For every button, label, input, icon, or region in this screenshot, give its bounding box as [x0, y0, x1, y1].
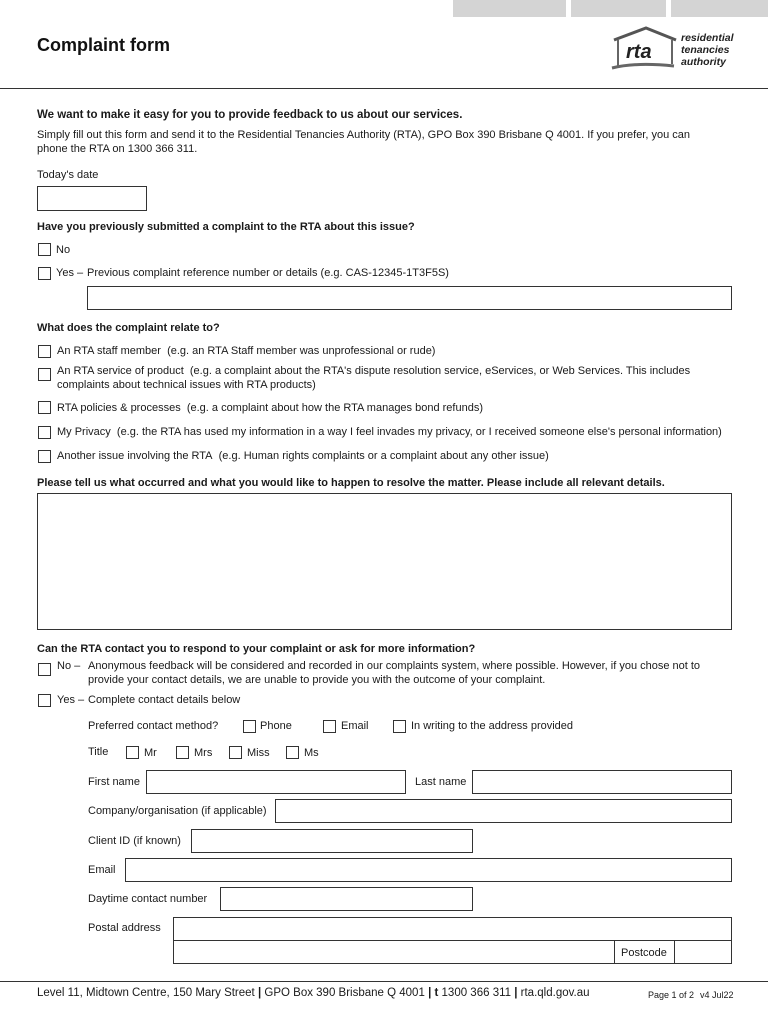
postal-label: Postal address	[88, 922, 161, 934]
contact-question: Can the RTA contact you to respond to your complaint or ask for more information?	[37, 643, 476, 655]
first-name-input[interactable]	[146, 770, 406, 794]
contact-yes-label: Yes –	[57, 694, 85, 706]
relates-option-checkbox[interactable]	[38, 426, 51, 439]
relates-option-label	[57, 344, 435, 358]
title-mrs-label: Mrs	[194, 747, 213, 759]
email-input[interactable]	[125, 858, 732, 882]
contact-yes-text: Complete contact details below	[88, 694, 241, 706]
footer-divider	[0, 981, 768, 982]
details-question: Please tell us what occurred and what you would like to happen to resolve the matter. Please include all relevant details.	[37, 477, 665, 489]
date-label: Today's date	[37, 169, 99, 181]
tab-blank-2	[571, 0, 666, 17]
postcode-input[interactable]	[674, 940, 732, 964]
company-label: Company/organisation (if applicable)	[88, 805, 267, 817]
method-label: Preferred contact method?	[88, 720, 219, 732]
relates-option-label	[57, 401, 483, 415]
postcode-label: Postcode	[621, 947, 667, 959]
title-ms-label: Ms	[304, 747, 319, 759]
phone-input[interactable]	[220, 887, 473, 911]
first-name-label: First name	[88, 776, 140, 788]
logo-line-1: residential	[681, 32, 734, 44]
company-input[interactable]	[275, 799, 732, 823]
email-label: Email	[88, 864, 116, 876]
title-miss-label: Miss	[247, 747, 270, 759]
title-mrs-checkbox[interactable]	[176, 746, 189, 759]
contact-no-text: Anonymous feedback will be considered and recorded in our complaints system, where possible. However, if you chose not to provide your contact details, we are unable to provide you with the outcome of your complaint.	[88, 660, 701, 686]
last-name-label: Last name	[415, 776, 467, 788]
tab-blank-3	[671, 0, 768, 17]
title-label: Title	[88, 746, 109, 758]
previous-yes-checkbox[interactable]	[38, 267, 51, 280]
previous-no-checkbox[interactable]	[38, 243, 51, 256]
relates-option-example: (e.g. a complaint about how the RTA manages bond refunds)	[186, 402, 483, 414]
tab-blank-1	[453, 0, 566, 17]
postcode-label-cell	[614, 940, 675, 964]
contact-no-label: No –	[57, 660, 81, 672]
logo-wordmark	[681, 32, 734, 68]
footer-contact: Level 11, Midtown Centre, 150 Mary Street | GPO Box 390 Brisbane Q 4001 | t 1300 366 311 | rta.qld.gov.au	[37, 987, 590, 999]
postal-input-line-2[interactable]	[173, 940, 615, 964]
logo-roof-icon	[614, 28, 676, 40]
last-name-input[interactable]	[472, 770, 732, 794]
title-ms-checkbox[interactable]	[286, 746, 299, 759]
previous-question: Have you previously submitted a complaint to the RTA about this issue?	[37, 221, 415, 233]
logo-line-3: authority	[681, 56, 726, 68]
relates-option-title: An RTA staff member	[57, 345, 161, 357]
relates-option-example: (e.g. an RTA Staff member was unprofessional or rude)	[167, 345, 436, 357]
relates-option-example: (e.g. Human rights complaints or a complaint about any other issue)	[218, 450, 549, 462]
contact-no-checkbox[interactable]	[38, 663, 51, 676]
intro-body: Simply fill out this form and send it to the Residential Tenancies Authority (RTA), GPO Box 390 Brisbane Q 4001. If you prefer, you can phone the RTA on 1300 366 311.	[37, 129, 691, 155]
client-id-input[interactable]	[191, 829, 473, 853]
relates-option-title: My Privacy	[57, 426, 111, 438]
phone-label: Daytime contact number	[88, 893, 208, 905]
details-textarea[interactable]	[37, 493, 732, 630]
footer-phone: 1300 366 311	[441, 987, 512, 999]
relates-option-label	[57, 449, 549, 463]
relates-option-title: RTA policies & processes	[57, 402, 181, 414]
relates-option-label	[57, 364, 717, 392]
previous-no-label: No	[56, 244, 71, 256]
title-mr-checkbox[interactable]	[126, 746, 139, 759]
method-email-label: Email	[341, 720, 369, 732]
footer-t-label: t	[434, 987, 439, 999]
relates-option-title: Another issue involving the RTA	[57, 450, 213, 462]
date-input[interactable]	[37, 186, 147, 211]
footer-version: v4 Jul22	[700, 990, 734, 1000]
footer-web[interactable]: rta.qld.gov.au	[520, 987, 590, 999]
page-title: Complaint form	[37, 35, 170, 55]
logo-line-2: tenancies	[681, 44, 730, 56]
footer-address: Level 11, Midtown Centre, 150 Mary Street	[37, 987, 255, 999]
relates-option-example: (e.g. the RTA has used my information in a way I feel invades my privacy, or I received someone else's personal information)	[116, 426, 722, 438]
contact-yes-checkbox[interactable]	[38, 694, 51, 707]
client-id-label: Client ID (if known)	[88, 835, 181, 847]
previous-yes-label: Yes –	[56, 267, 84, 279]
footer-page: Page 1 of 2	[648, 990, 695, 1000]
relates-option-checkbox[interactable]	[38, 450, 51, 463]
relates-option-checkbox[interactable]	[38, 345, 51, 358]
title-mr-label: Mr	[144, 747, 157, 759]
method-writing-checkbox[interactable]	[393, 720, 406, 733]
title-miss-checkbox[interactable]	[229, 746, 242, 759]
relates-option-checkbox[interactable]	[38, 401, 51, 414]
method-phone-label: Phone	[260, 720, 292, 732]
intro-heading: We want to make it easy for you to provide feedback to us about our services.	[37, 109, 463, 121]
previous-reference-input[interactable]	[87, 286, 732, 310]
relates-option-example: (e.g. a complaint about the RTA's dispute resolution service, eServices, or Web Services. This includes complaints about technical issues with RTA products)	[57, 365, 691, 391]
logo-base-icon	[612, 64, 674, 68]
relates-question: What does the complaint relate to?	[37, 322, 220, 334]
relates-option-label	[57, 425, 722, 439]
postal-input-line-1[interactable]	[173, 917, 732, 941]
method-writing-label: In writing to the address provided	[411, 720, 574, 732]
method-email-checkbox[interactable]	[323, 720, 336, 733]
relates-option-checkbox[interactable]	[38, 368, 51, 381]
method-phone-checkbox[interactable]	[243, 720, 256, 733]
header-divider	[0, 88, 768, 89]
previous-yes-detail: Previous complaint reference number or details (e.g. CAS-12345-1T3F5S)	[87, 267, 449, 279]
footer-gpo: GPO Box 390 Brisbane Q 4001	[264, 987, 425, 999]
relates-option-title: An RTA service of product	[57, 365, 184, 377]
logo-mark: rta	[626, 41, 652, 63]
